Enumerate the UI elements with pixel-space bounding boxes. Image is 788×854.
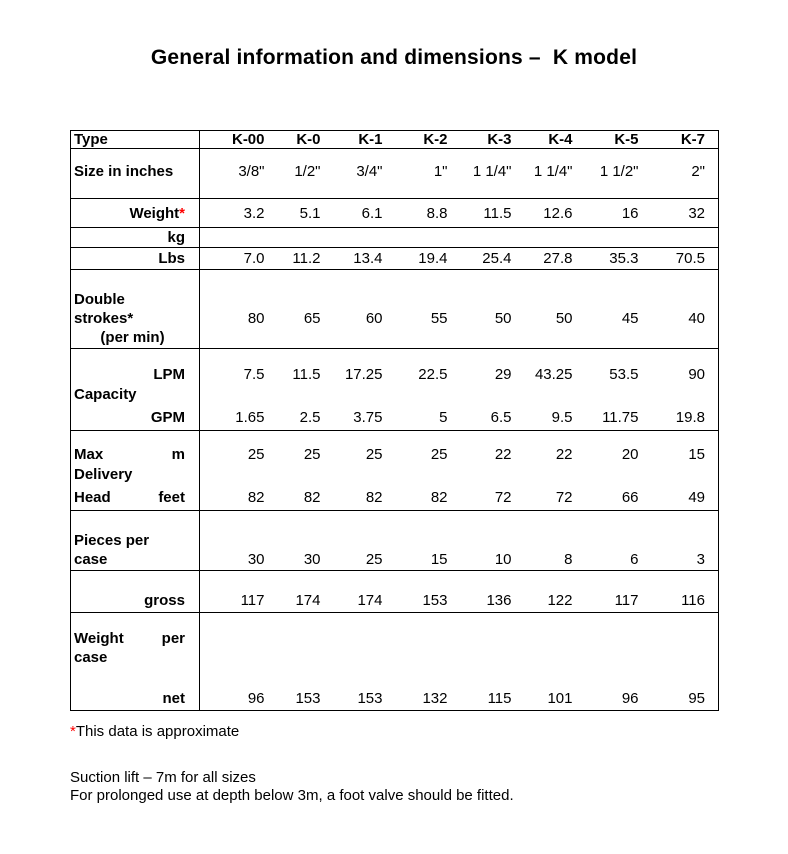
- pieces-label-1: Pieces per: [71, 531, 200, 550]
- value-cell: 27.8: [525, 248, 586, 270]
- row-weightcase-2: [71, 648, 719, 668]
- value-cell: 70.5: [652, 248, 719, 270]
- value-cell: 25: [365, 446, 383, 463]
- model-header: K-7: [652, 131, 719, 149]
- row-weightcase-1: [71, 629, 719, 648]
- delivery-label: Delivery: [71, 465, 200, 485]
- weight-label: Weight*: [71, 199, 200, 228]
- value-cell: 96: [586, 688, 652, 711]
- value-cell: 35.3: [586, 248, 652, 270]
- value-cell: 11.5: [292, 366, 321, 383]
- value-cell: 40: [652, 309, 719, 328]
- value-cell: 3: [652, 550, 719, 571]
- value-cell: 116: [652, 589, 719, 613]
- strokes-label-2: strokes*: [71, 309, 200, 328]
- row-max: [71, 445, 719, 465]
- spacer-row: [71, 149, 719, 163]
- row-capacity: [71, 385, 719, 405]
- row-head: [71, 485, 719, 511]
- value-cell: 72: [525, 485, 586, 511]
- value-cell: 19.8: [652, 405, 719, 431]
- value-cell: 11.75: [586, 405, 652, 431]
- value-cell: 3/8": [238, 163, 265, 180]
- footnote-suction: Suction lift – 7m for all sizes: [70, 769, 256, 786]
- value-cell: 1 1/2": [599, 163, 639, 180]
- value-cell: 16: [586, 199, 652, 228]
- value-cell: 7.5: [243, 366, 265, 383]
- head-label: Head feet: [71, 485, 200, 511]
- value-cell: 19.4: [396, 248, 461, 270]
- value-cell: 45: [621, 309, 639, 327]
- row-delivery: [71, 465, 719, 485]
- gross-label: gross: [71, 589, 200, 613]
- value-cell: 30: [200, 550, 278, 571]
- footnote-block: [70, 769, 514, 805]
- value-cell: 117: [586, 589, 652, 613]
- value-cell: 49: [652, 485, 719, 511]
- value-cell: 1 1/4": [533, 163, 573, 180]
- value-cell: 29: [494, 366, 512, 383]
- value-cell: 53.5: [609, 366, 639, 383]
- size-label: Size in inches: [71, 163, 200, 181]
- model-header: K-00: [200, 131, 278, 149]
- value-cell: 60: [365, 309, 383, 327]
- pieces-label-2: case: [71, 550, 200, 571]
- value-cell: 115: [461, 688, 525, 711]
- kg-label: kg: [71, 228, 200, 248]
- row-weight: [71, 199, 719, 228]
- value-cell: 25: [303, 446, 321, 463]
- value-cell: 117: [200, 589, 278, 613]
- footnote-asterisk: *: [70, 723, 76, 740]
- value-cell: 82: [278, 485, 334, 511]
- value-cell: 5: [396, 405, 461, 431]
- value-cell: 82: [200, 485, 278, 511]
- value-cell: 6.5: [461, 405, 525, 431]
- value-cell: 132: [396, 688, 461, 711]
- max-unit: m: [171, 446, 185, 463]
- weightcase-label-2: case: [71, 648, 200, 668]
- spacer-row: [71, 613, 719, 629]
- value-cell: 90: [652, 365, 719, 385]
- value-cell: 43.25: [534, 366, 573, 383]
- model-header: K-2: [396, 131, 461, 149]
- value-cell: 50: [555, 309, 573, 327]
- spacer-row: [71, 431, 719, 445]
- row-lpm: [71, 365, 719, 385]
- row-pieces-1: [71, 531, 719, 550]
- spacer-row: [71, 181, 719, 199]
- weight-asterisk: *: [179, 204, 185, 222]
- row-pieces-2: [71, 550, 719, 571]
- value-cell: 95: [652, 688, 719, 711]
- spacer-row: [71, 349, 719, 365]
- value-cell: 82: [396, 485, 461, 511]
- strokes-label-1: Double: [71, 290, 200, 309]
- value-cell: 174: [334, 589, 396, 613]
- row-lbs: [71, 248, 719, 270]
- value-cell: 1.65: [200, 405, 278, 431]
- weightcase-unit: per: [161, 629, 185, 647]
- value-cell: 1 1/4": [472, 163, 512, 180]
- value-cell: 153: [278, 688, 334, 711]
- value-cell: 25: [247, 446, 265, 463]
- type-header: Type: [71, 131, 200, 149]
- spacer-row: [71, 668, 719, 688]
- row-strokes-2: [71, 309, 719, 328]
- row-gross: [71, 589, 719, 613]
- value-cell: 12.6: [525, 199, 586, 228]
- value-cell: 22.5: [418, 366, 448, 383]
- value-cell: 96: [200, 688, 278, 711]
- value-cell: 101: [525, 688, 586, 711]
- value-cell: 10: [461, 550, 525, 571]
- value-cell: 25.4: [461, 248, 525, 270]
- value-cell: 7.0: [200, 248, 278, 270]
- model-header: K-3: [461, 131, 525, 149]
- value-cell: 50: [494, 309, 512, 327]
- per-min-label: (per min): [71, 328, 200, 349]
- footnote-approx: *This data is approximate: [70, 723, 240, 740]
- model-header: K-1: [334, 131, 396, 149]
- spacer-row: [71, 571, 719, 589]
- value-cell: 30: [278, 550, 334, 571]
- value-cell: 82: [334, 485, 396, 511]
- value-cell: 25: [430, 446, 448, 463]
- gpm-label: GPM: [71, 405, 200, 431]
- row-gpm: [71, 405, 719, 431]
- row-size: [71, 163, 719, 181]
- value-cell: 3/4": [356, 163, 383, 180]
- row-per-min: [71, 328, 719, 349]
- value-cell: 1": [433, 163, 448, 180]
- model-header: K-0: [278, 131, 334, 149]
- value-cell: 55: [430, 309, 448, 327]
- model-header: K-5: [586, 131, 652, 149]
- value-cell: 22: [555, 446, 573, 463]
- value-cell: 25: [334, 550, 396, 571]
- weightcase-label: Weight per: [71, 629, 200, 648]
- value-cell: 174: [278, 589, 334, 613]
- value-cell: 20: [621, 446, 639, 463]
- spacer-row: [71, 511, 719, 531]
- lpm-label: LPM: [71, 365, 200, 385]
- value-cell: 136: [461, 589, 525, 613]
- head-unit: feet: [158, 488, 185, 506]
- value-cell: 3.75: [334, 405, 396, 431]
- lbs-label: Lbs: [71, 248, 200, 270]
- value-cell: 153: [396, 589, 461, 613]
- capacity-label: Capacity: [71, 385, 200, 405]
- value-cell: 6: [586, 550, 652, 571]
- value-cell: 2": [652, 163, 719, 181]
- value-cell: 11.2: [278, 248, 334, 270]
- value-cell: 13.4: [334, 248, 396, 270]
- value-cell: 2.5: [278, 405, 334, 431]
- value-cell: 22: [494, 446, 512, 463]
- header-row: [71, 131, 719, 149]
- value-cell: 5.1: [278, 199, 334, 228]
- value-cell: 15: [396, 550, 461, 571]
- page-title: General information and dimensions – K model: [150, 46, 638, 69]
- value-cell: 32: [652, 199, 719, 228]
- value-cell: 153: [334, 688, 396, 711]
- value-cell: 122: [525, 589, 586, 613]
- value-cell: 11.5: [461, 199, 525, 228]
- value-cell: 66: [586, 485, 652, 511]
- row-kg: [71, 228, 719, 248]
- row-net: [71, 688, 719, 711]
- value-cell: 1/2": [294, 163, 321, 180]
- value-cell: 8: [525, 550, 586, 571]
- value-cell: 15: [652, 445, 719, 465]
- footnote-prolonged: For prolonged use at depth below 3m, a foot valve should be fitted.: [70, 787, 514, 804]
- net-label: net: [71, 688, 200, 711]
- value-cell: 17.25: [344, 366, 383, 383]
- value-cell: 80: [247, 309, 265, 327]
- value-cell: 72: [461, 485, 525, 511]
- value-cell: 65: [303, 309, 321, 327]
- max-label: Max m: [71, 445, 200, 465]
- model-header: K-4: [525, 131, 586, 149]
- dimensions-table: [70, 130, 719, 711]
- value-cell: 3.2: [200, 199, 278, 228]
- row-strokes-1: [71, 290, 719, 309]
- value-cell: 6.1: [334, 199, 396, 228]
- spacer-row: [71, 270, 719, 290]
- value-cell: 8.8: [396, 199, 461, 228]
- value-cell: 9.5: [525, 405, 586, 431]
